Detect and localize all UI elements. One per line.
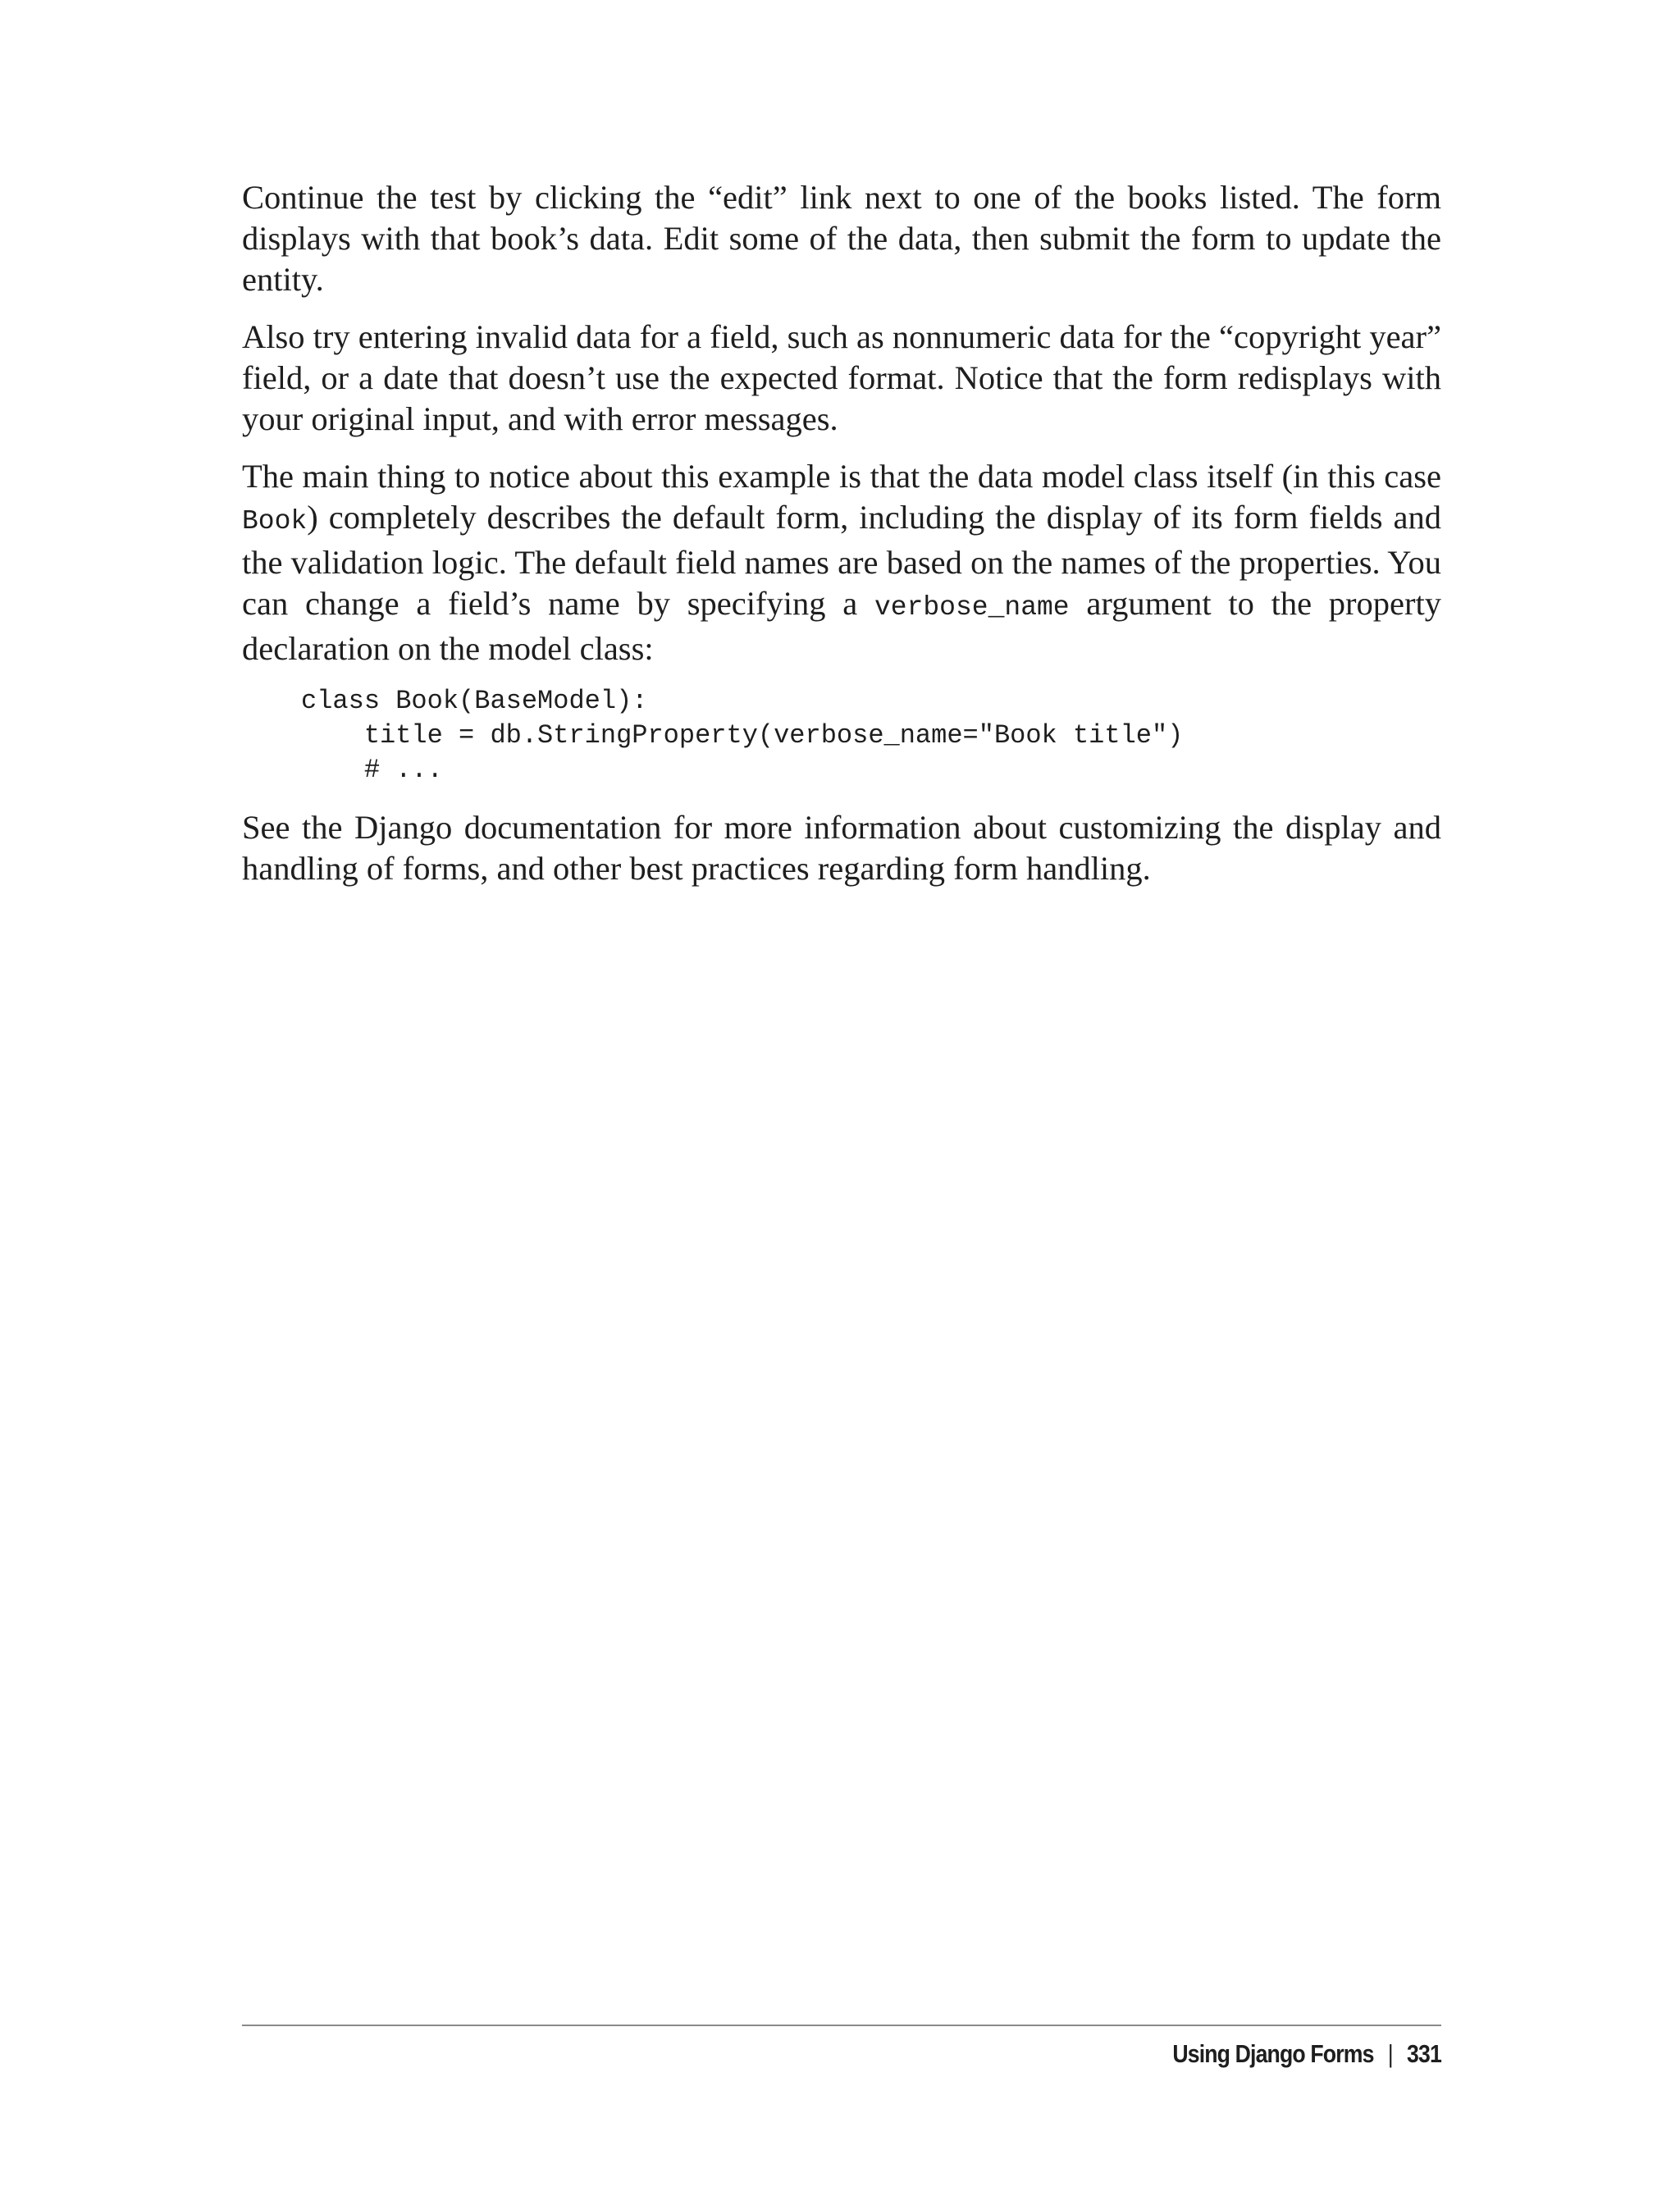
footer-rule bbox=[242, 2025, 1441, 2026]
running-title: Using Django Forms bbox=[1172, 2039, 1374, 2068]
paragraph-django-docs: See the Django documentation for more information about customizing the display and handling of forms, and other best practices regarding form handling. bbox=[242, 809, 1441, 887]
inline-code-book: Book bbox=[242, 506, 308, 536]
code-example: class Book(BaseModel): title = db.StringProperty(verbose_name="Book title") # ... bbox=[301, 686, 1184, 785]
paragraph-text: ) completely describes the default form, including the display of its form fields and the validation logic. The default field names are based on the names of the properties. You can change a field’s name by specifying a bbox=[242, 499, 1441, 622]
inline-code-verbose-name: verbose_name bbox=[874, 592, 1070, 623]
page-body bbox=[242, 177, 1441, 889]
footer-separator: | bbox=[1387, 2039, 1393, 2068]
paragraph-invalid-data: Also try entering invalid data for a field, such as nonnumeric data for the “copyright year” field, or a date that doesn’t use the expected format. Notice that the form redisplays with your original input, and with error messages. bbox=[242, 318, 1441, 437]
paragraph-text: argument to the property declaration on the model class: bbox=[242, 585, 1441, 667]
paragraph-edit-test: Continue the test by clicking the “edit” link next to one of the books listed. The form displays with that book’s data. Edit some of the data, then submit the form to update the entity. bbox=[242, 179, 1441, 298]
page-footer bbox=[1172, 2038, 1441, 2070]
paragraph-main-thing bbox=[242, 456, 1441, 669]
page-number: 331 bbox=[1407, 2039, 1441, 2068]
paragraph-text: The main thing to notice about this example is that the data model class itself (in this case bbox=[242, 458, 1441, 495]
